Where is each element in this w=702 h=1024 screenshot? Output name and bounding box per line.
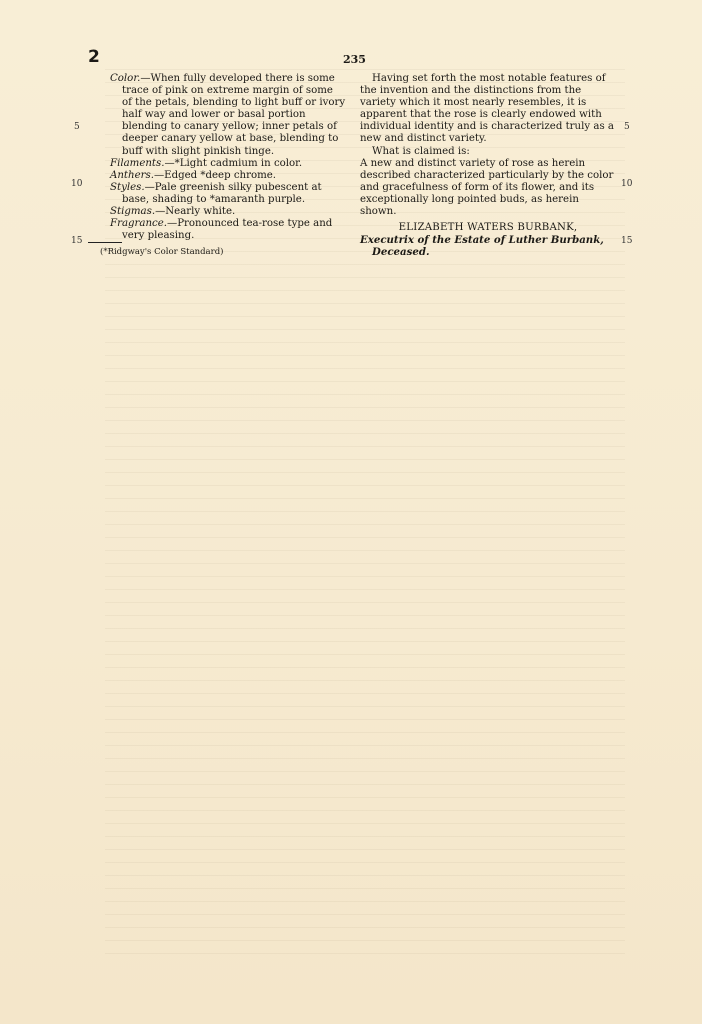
- line-number-right-5: 5: [624, 122, 630, 132]
- fragrance-label: Fragrance.: [110, 218, 168, 230]
- fragrance-text: —Pronounced tea-rose type and very pleasing.: [122, 218, 333, 242]
- footnote-rule: [88, 242, 122, 243]
- stigmas-text: —Nearly white.: [155, 206, 236, 218]
- line-number-left-5: 5: [74, 122, 80, 132]
- line-number-left-10: 10: [71, 179, 83, 189]
- claim-heading: What is claimed is:: [372, 145, 470, 157]
- filaments-description: [110, 158, 346, 170]
- claim-text: A new and distinct variety of rose as herein described characterized particularly by the color and gracefulness of form of its flower, and its exceptionally long pointed buds, as herein shown.: [360, 157, 614, 218]
- stigmas-description: [110, 206, 346, 218]
- line-number-right-15: 15: [621, 236, 633, 246]
- filaments-text: —*Light cadmium in color.: [164, 157, 303, 169]
- left-column: [110, 73, 346, 242]
- right-column: [360, 73, 616, 258]
- page-number: 2: [88, 47, 100, 67]
- anthers-label: Anthers.: [110, 169, 154, 181]
- intro-paragraph: Having set forth the most notable features of the invention and the distinctions from the variety which it most nearly resembles, it is apparent that the rose is clearly endowed with individual identity and is characterized truly as a new and distinct variety.: [360, 73, 614, 145]
- color-label: Color.: [110, 73, 141, 84]
- line-number-right-10: 10: [621, 179, 633, 189]
- styles-label: Styles.: [110, 181, 145, 193]
- color-description: [110, 73, 346, 158]
- styles-text: —Pale greenish silky pubescent at base, shading to *amaranth purple.: [122, 181, 322, 205]
- anthers-description: [110, 170, 346, 182]
- color-text: —When fully developed there is some trace of pink on extreme margin of some of the petals, blending to light buff or ivory half way and lower or basal portion blending to canary yellow; inner petals of deeper canary yellow at base, blending to buff with slight pinkish tinge.: [122, 73, 346, 157]
- stigmas-label: Stigmas.: [110, 206, 156, 218]
- signature-name: ELIZABETH WATERS BURBANK,: [398, 222, 578, 234]
- footnote: (*Ridgway's Color Standard): [100, 247, 224, 257]
- filaments-label: Filaments.: [110, 157, 165, 169]
- fragrance-description: [110, 218, 346, 242]
- line-number-left-15: 15: [71, 236, 83, 246]
- styles-description: [110, 182, 346, 206]
- column-number: 235: [343, 53, 366, 66]
- anthers-text: —Edged *deep chrome.: [153, 169, 277, 181]
- signature-role: Executrix of the Estate of Luther Burbank, Deceased.: [360, 234, 604, 259]
